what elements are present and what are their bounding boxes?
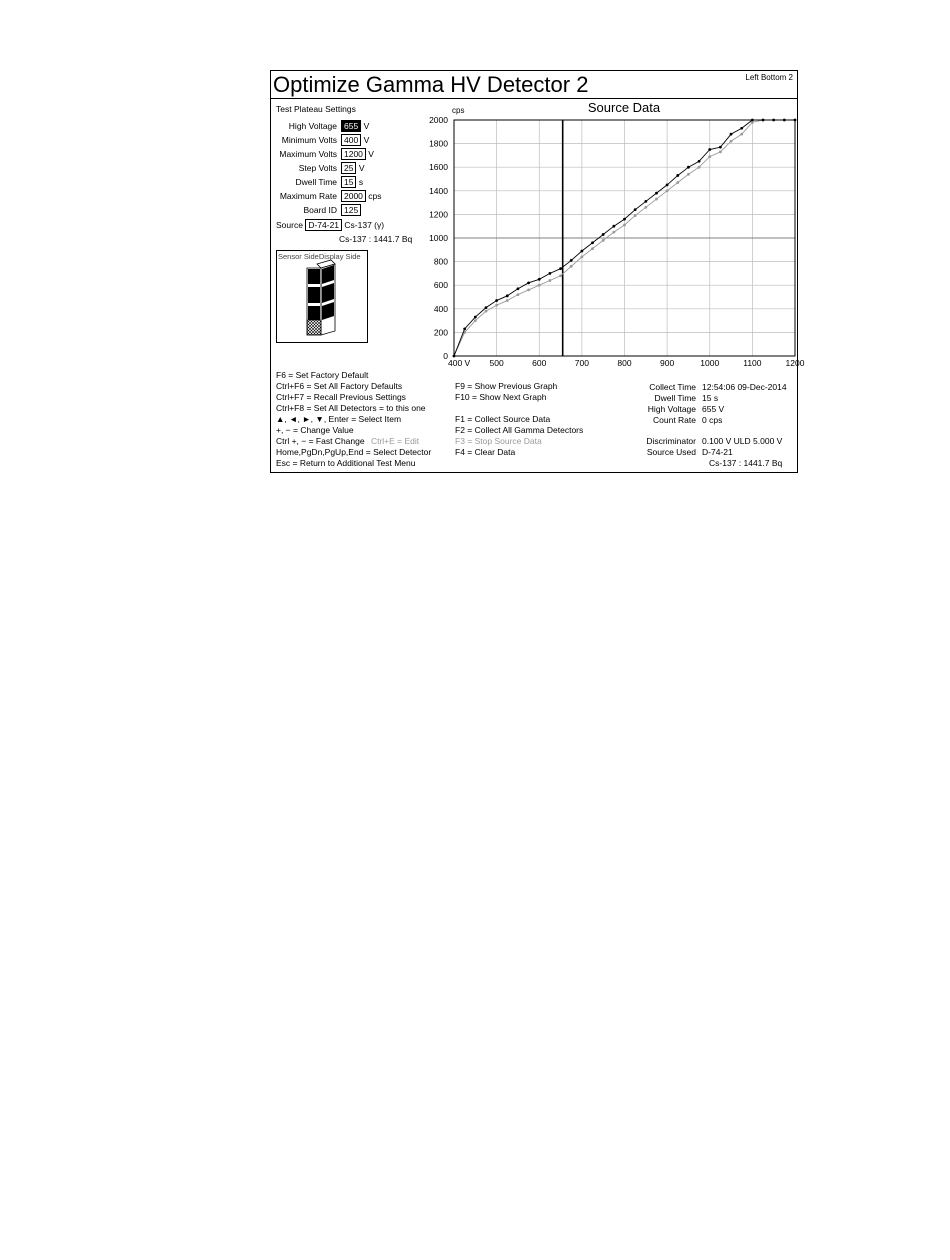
y-tick-label: 400 — [433, 303, 448, 314]
board-id-input[interactable]: 125 — [341, 204, 361, 216]
data-point-previous — [559, 274, 562, 277]
shortcut-esc: Esc = Return to Additional Test Menu — [276, 458, 416, 468]
x-tick-label: 700 — [574, 358, 589, 368]
high-voltage-info-value: 655 V — [702, 404, 725, 414]
count-rate-label: Count Rate — [653, 415, 696, 425]
collect-time-value: 12:54:06 09-Dec-2014 — [702, 382, 787, 392]
x-tick-label: 800 — [617, 358, 632, 368]
data-point-previous — [623, 224, 626, 227]
data-point-current — [634, 208, 637, 211]
data-point-previous — [549, 279, 552, 282]
dwell-time-info-value: 15 s — [702, 393, 719, 403]
y-tick-label: 600 — [433, 280, 448, 291]
x-tick-label: 1200 — [785, 358, 805, 368]
data-point-previous — [708, 155, 711, 158]
source-input[interactable]: D-74-21 — [305, 219, 342, 231]
y-tick-label: 1400 — [429, 185, 448, 196]
data-point-current — [612, 225, 615, 228]
data-point-current — [655, 192, 658, 195]
min-volts-label: Minimum Volts — [281, 135, 337, 145]
data-point-previous — [634, 214, 637, 217]
data-point-current — [698, 160, 701, 163]
y-tick-label: 1000 — [429, 233, 448, 243]
data-point-current — [708, 148, 711, 151]
chart-title: Source Data — [587, 100, 661, 115]
y-tick-label: 800 — [433, 256, 448, 267]
data-point-previous — [580, 255, 583, 258]
max-volts-unit: V — [368, 149, 374, 159]
x-tick-label: 400 V — [448, 358, 471, 368]
data-point-current — [580, 250, 583, 253]
data-point-current — [474, 316, 477, 319]
data-point-current — [666, 184, 669, 187]
high-voltage-label: High Voltage — [288, 121, 337, 131]
shortcut-f9: F9 = Show Previous Graph — [455, 381, 558, 391]
data-point-current — [772, 119, 775, 122]
data-point-current — [485, 306, 488, 309]
data-point-previous — [666, 189, 669, 192]
x-tick-label: 1100 — [743, 358, 762, 368]
high-voltage-input[interactable]: 655 — [341, 120, 361, 132]
data-point-previous — [538, 284, 541, 287]
source-isotope: Cs-137 (γ) — [344, 220, 385, 230]
max-rate-unit: cps — [368, 191, 382, 201]
y-tick-label: 0 — [443, 351, 448, 361]
data-point-current — [740, 127, 743, 130]
data-point-current — [602, 233, 605, 236]
high-voltage-unit: V — [363, 121, 370, 131]
shortcut-f1: F1 = Collect Source Data — [455, 414, 551, 424]
data-point-current — [783, 119, 786, 122]
max-rate-input[interactable]: 2000 — [341, 190, 366, 202]
shortcut-edit: Ctrl+E = Edit — [370, 436, 420, 446]
shortcut-f10: F10 = Show Next Graph — [455, 392, 547, 402]
data-point-current — [762, 119, 765, 122]
data-point-previous — [506, 299, 509, 302]
x-tick-label: 600 — [532, 358, 547, 368]
screen-title: Optimize Gamma HV Detector 2 — [273, 72, 589, 97]
chart-y-label: cps — [452, 106, 465, 115]
min-volts-input[interactable]: 400 — [341, 134, 361, 146]
shortcut-f3: F3 = Stop Source Data — [455, 436, 542, 446]
dwell-time-input[interactable]: 15 — [341, 176, 356, 188]
max-volts-label: Maximum Volts — [279, 149, 337, 159]
discriminator-label: Discriminator — [646, 436, 696, 446]
data-point-previous — [591, 247, 594, 250]
shortcut-ctrl-f7: Ctrl+F7 = Recall Previous Settings — [276, 392, 406, 402]
detector-location: Left Bottom 2 — [745, 73, 793, 82]
data-point-current — [453, 355, 456, 358]
source-activity: Cs-137 : 1441.7 Bq — [339, 234, 413, 244]
x-tick-label: 1000 — [700, 358, 720, 368]
source-label: Source — [276, 220, 303, 230]
shortcut-f4: F4 = Clear Data — [455, 447, 516, 457]
data-point-current — [687, 166, 690, 169]
collect-time-label: Collect Time — [649, 382, 696, 392]
step-volts-label: Step Volts — [298, 163, 337, 173]
shortcut-select-detector: Home,PgDn,PgUp,End = Select Detector — [276, 447, 432, 457]
data-point-current — [495, 299, 498, 302]
data-point-current — [794, 119, 797, 122]
data-point-current — [676, 174, 679, 177]
data-point-current — [719, 146, 722, 149]
high-voltage-info-label: High Voltage — [647, 404, 696, 414]
data-point-current — [623, 218, 626, 221]
data-point-previous — [730, 140, 733, 143]
board-id-label: Board ID — [303, 205, 337, 215]
data-point-previous — [474, 319, 477, 322]
count-rate-value: 0 cps — [702, 415, 723, 425]
discriminator-value: 0.100 V ULD 5.000 V — [702, 436, 783, 446]
shortcut-f6: F6 = Set Factory Default — [276, 370, 369, 380]
data-point-previous — [676, 181, 679, 184]
shortcut-ctrl-f8: Ctrl+F8 = Set All Detectors = to this one — [276, 403, 426, 413]
data-point-current — [730, 133, 733, 136]
sensor-diagram-header: Sensor SideDisplay Side — [278, 252, 361, 261]
shortcut-change-value: +, − = Change Value — [276, 425, 354, 435]
data-point-previous — [602, 239, 605, 242]
data-point-previous — [495, 304, 498, 307]
data-point-previous — [527, 289, 530, 292]
data-point-current — [463, 327, 466, 330]
y-tick-label: 1800 — [429, 138, 448, 149]
data-point-current — [644, 200, 647, 203]
x-tick-label: 900 — [660, 358, 675, 368]
data-point-previous — [698, 166, 701, 169]
data-point-previous — [655, 198, 658, 201]
data-point-previous — [740, 133, 743, 136]
data-point-current — [591, 241, 594, 244]
data-point-current — [549, 272, 552, 275]
x-tick-label: 500 — [489, 358, 504, 368]
min-volts-unit: V — [363, 135, 370, 145]
step-volts-input[interactable]: 25 — [341, 162, 356, 174]
data-point-current — [527, 281, 530, 284]
shortcut-fast-change: Ctrl +, − = Fast Change — [276, 436, 365, 446]
data-point-current — [538, 278, 541, 281]
dwell-time-unit: s — [358, 177, 364, 187]
chart-grid — [454, 120, 795, 356]
info-activity: Cs-137 : 1441.7 Bq — [709, 458, 783, 468]
y-tick-label: 2000 — [429, 115, 448, 125]
chart-tick-labels — [429, 115, 805, 368]
max-volts-input[interactable]: 1200 — [341, 148, 366, 160]
y-tick-label: 1600 — [429, 162, 448, 173]
data-point-current — [751, 119, 754, 122]
data-point-previous — [517, 293, 520, 296]
data-point-previous — [644, 206, 647, 209]
dwell-time-label: Dwell Time — [295, 177, 337, 187]
source-used-label: Source Used — [646, 447, 696, 457]
hv-optimize-screen — [270, 70, 805, 473]
data-point-current — [506, 294, 509, 297]
data-point-previous — [485, 310, 488, 313]
dwell-time-info-label: Dwell Time — [654, 393, 696, 403]
source-used-value: D-74-21 — [702, 447, 733, 457]
y-tick-label: 200 — [433, 327, 448, 338]
shortcut-select-item: ▲, ◄, ►, ▼, Enter = Select Item — [276, 414, 402, 424]
shortcut-f2: F2 = Collect All Gamma Detectors — [455, 425, 584, 435]
data-point-current — [517, 287, 520, 290]
data-point-current — [559, 267, 562, 270]
y-tick-label: 1200 — [429, 209, 448, 220]
settings-heading: Test Plateau Settings — [276, 104, 356, 114]
data-point-current — [570, 259, 573, 262]
step-volts-unit: V — [358, 163, 365, 173]
data-point-previous — [612, 231, 615, 234]
data-point-previous — [570, 265, 573, 268]
shortcut-ctrl-f6: Ctrl+F6 = Set All Factory Defaults — [276, 381, 403, 391]
max-rate-label: Maximum Rate — [279, 191, 337, 201]
data-point-previous — [687, 173, 690, 176]
data-point-previous — [719, 150, 722, 153]
